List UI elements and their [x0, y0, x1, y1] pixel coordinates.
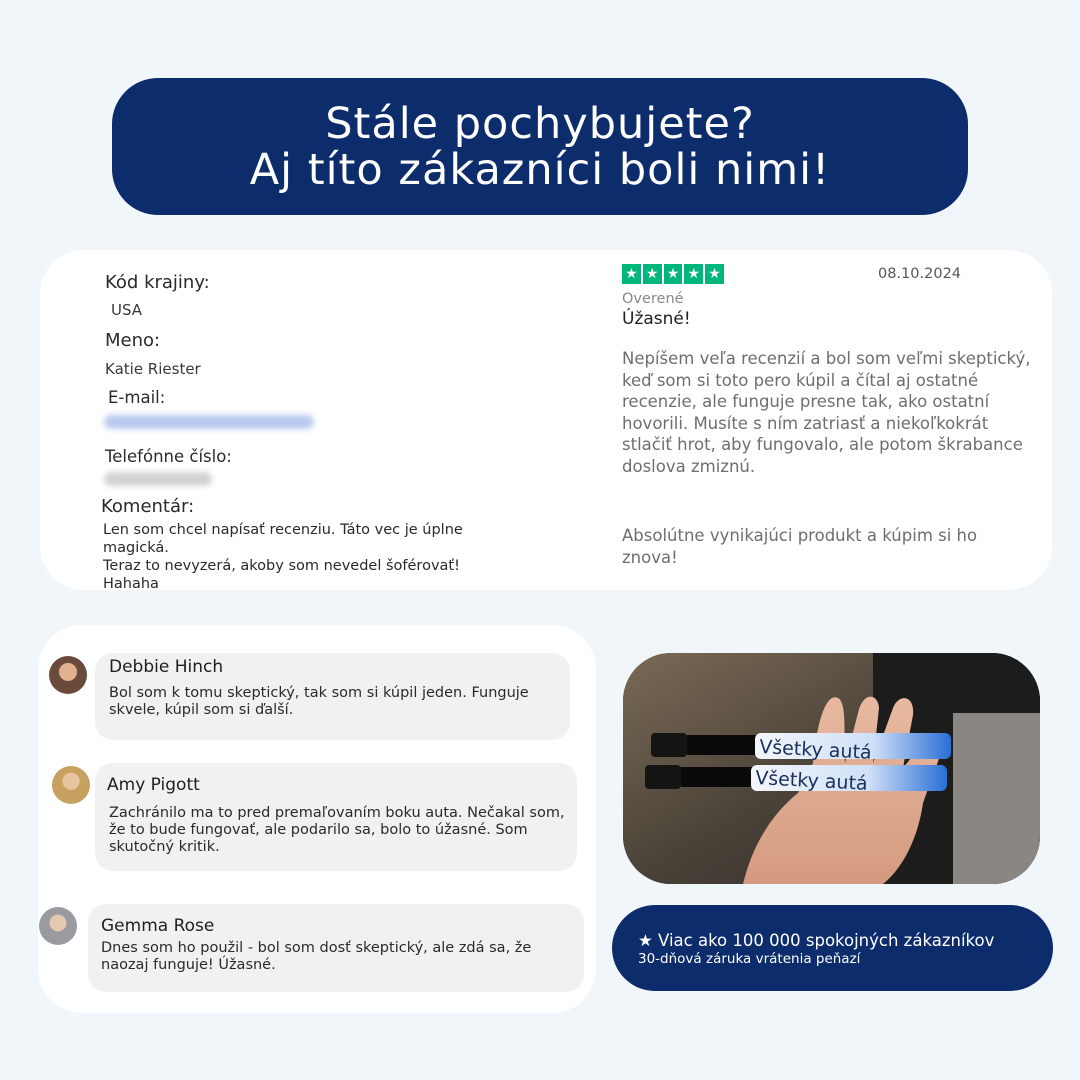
star-rating	[622, 264, 724, 284]
comment-bubble	[88, 904, 584, 992]
pen-label-2: Všetky autá	[754, 767, 869, 795]
comment-text: Bol som k tomu skeptický, tak som si kúpil jeden. Funguje skvele, kúpil som si ďalší.	[109, 685, 529, 718]
name-value: Katie Riester	[105, 360, 201, 378]
commenter-name: Amy Pigott	[107, 775, 200, 795]
verified-badge: Overené	[622, 291, 684, 307]
review-body: Nepíšem veľa recenzií a bol som veľmi skeptický, keď som si toto pero kúpil a čítal aj ostatné recenzie, ale funguje presne tak, ako ostatní hovorili. Musíte s ním zatriasť a niekoľkokrát stlačiť hrot, aby fungovalo, ale potom škrabance doslova zmiznú.	[622, 349, 1031, 476]
comment-line-3: Hahaha	[103, 576, 159, 592]
comment-label: Komentár:	[101, 496, 195, 517]
headline-line-2: Aj títo zákazníci boli nimi!	[249, 144, 831, 195]
name-label: Meno:	[105, 330, 161, 351]
star-icon: ★	[664, 264, 683, 284]
commenter-name: Debbie Hinch	[109, 657, 224, 677]
customers-count-text: ★ Viac ako 100 000 spokojných zákazníkov	[638, 931, 995, 950]
review-title: Úžasné!	[622, 309, 691, 329]
comment-text	[103, 521, 523, 593]
country-label: Kód krajiny:	[105, 272, 210, 293]
pen-label-1: Všetky autá	[758, 736, 873, 764]
email-label: E-mail:	[108, 388, 166, 407]
comments-card	[38, 625, 596, 1013]
comment-bubble	[95, 653, 570, 740]
phone-value-blurred	[104, 472, 212, 486]
commenter-name: Gemma Rose	[101, 916, 215, 936]
avatar	[39, 907, 77, 945]
comment-bubble	[95, 763, 577, 871]
hand-holding-pens-illustration	[623, 653, 1040, 884]
avatar	[49, 656, 87, 694]
avatar	[52, 766, 90, 804]
star-icon: ★	[705, 264, 724, 284]
email-value-blurred	[104, 415, 314, 429]
star-icon: ★	[684, 264, 703, 284]
product-photo	[623, 653, 1040, 884]
comment-line-2: Teraz to nevyzerá, akoby som nevedel šoférovať!	[103, 558, 460, 574]
order-form-review-card	[40, 250, 1052, 590]
country-value: USA	[111, 301, 143, 319]
comment-text: Zachránilo ma to pred premaľovaním boku auta. Nečakal som, že to bude fungovať, ale podarilo sa, bolo to úžasné. Som skutočný kritik.	[109, 805, 565, 855]
comment-text: Dnes som ho použil - bol som dosť skeptický, ale zdá sa, že naozaj funguje! Úžasné.	[101, 940, 532, 973]
headline-line-1: Stále pochybujete?	[325, 98, 755, 149]
headline-banner	[112, 78, 968, 215]
review-closing: Absolútne vynikajúci produkt a kúpim si ho znova!	[622, 526, 978, 567]
review-date: 08.10.2024	[878, 266, 962, 282]
money-back-text: 30-dňová záruka vrátenia peňazí	[638, 951, 861, 967]
comment-line-1: Len som chcel napísať recenziu. Táto vec je úplne magická.	[103, 522, 463, 556]
star-icon: ★	[622, 264, 641, 284]
guarantee-badge	[612, 905, 1053, 991]
phone-label: Telefónne číslo:	[105, 447, 232, 466]
star-icon: ★	[643, 264, 662, 284]
